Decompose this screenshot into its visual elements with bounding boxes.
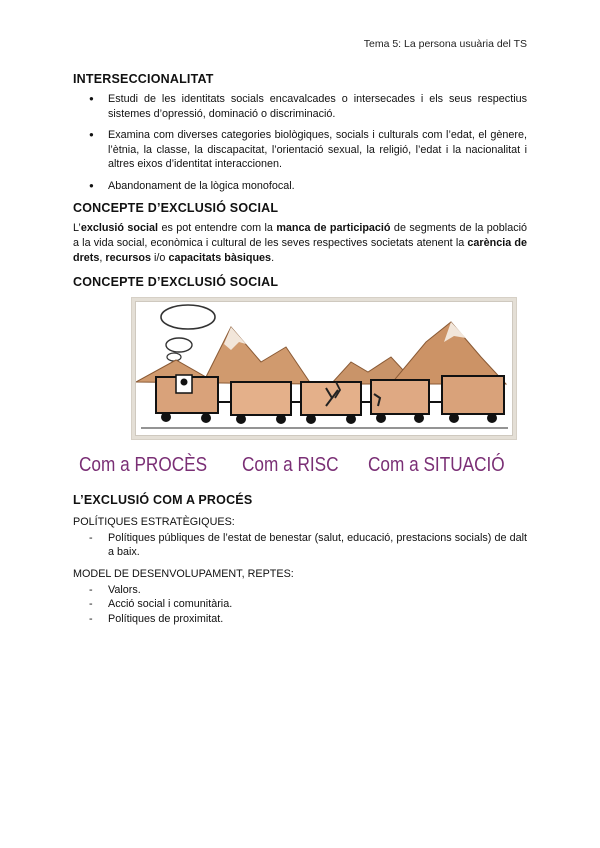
section-heading-exclusion: CONCEPTE D’EXCLUSIÓ SOCIAL: [73, 200, 279, 215]
exclusion-definition: [73, 221, 527, 266]
list-item: ● Abandonament de la lògica monofocal.: [73, 179, 527, 194]
text-run: L’: [73, 221, 81, 234]
list-item: - Valors.: [73, 583, 527, 598]
text-run: .: [271, 251, 275, 264]
bold-term: carència de drets: [73, 236, 528, 264]
bold-term: recursos: [105, 251, 152, 264]
list-item: - Acció social i comunitària.: [73, 597, 527, 612]
mode-situation: Com a SITUACIÓ: [368, 453, 505, 476]
text-run: ,: [99, 251, 106, 264]
list-item: ● Estudi de les identitats socials encavalcades o intersecades i els seus respectius sistemes d’opressió, dominació o discriminació.: [73, 92, 527, 121]
mode-risk: Com a RISC: [241, 453, 339, 476]
page-content: [73, 72, 527, 627]
bold-term: manca de participació: [276, 221, 391, 234]
section-heading-process: L’EXCLUSIÓ COM A PROCÉS: [73, 492, 253, 507]
intersectionality-list: [73, 92, 527, 194]
exclusion-modes: [79, 454, 527, 477]
model-list: [73, 583, 527, 627]
train-drawing-figure: [135, 301, 513, 436]
bold-term: capacitats bàsiques: [168, 251, 272, 264]
mode-process: Com a PROCÈS: [79, 453, 208, 476]
list-item: - Polítiques de proximitat.: [73, 612, 527, 627]
model-label: MODEL DE DESENVOLUPAMENT, REPTES:: [73, 567, 294, 580]
section-heading-intersectionality: INTERSECCIONALITAT: [73, 72, 214, 86]
text-run: de segments de la població a la vida social, econòmica i cultural de les seves respectives societats atenent la: [73, 221, 527, 249]
text-run: es pot entendre com la: [158, 221, 277, 234]
list-item: ● Examina com diverses categories biològiques, socials i culturals com l’edat, el gènere, l’ètnia, la classe, la discapacitat, l’orientació sexual, la religió, l’edat i la nacionalitat i altres eixos d’identitat interaccionen.: [73, 128, 527, 172]
strategic-list: [73, 531, 527, 560]
section-heading-exclusion-2: CONCEPTE D’EXCLUSIÓ SOCIAL: [73, 274, 279, 289]
strategic-label: POLÍTIQUES ESTRATÈGIQUES:: [73, 515, 235, 528]
text-run: i/o: [151, 251, 169, 264]
bold-term: exclusió social: [80, 221, 159, 234]
train-drawing-icon: [136, 302, 512, 435]
list-item: - Polítiques públiques de l’estat de benestar (salut, educació, prestacions socials) de dalt a baix.: [73, 531, 527, 560]
page-header: Tema 5: La persona usuària del TS: [363, 38, 527, 50]
